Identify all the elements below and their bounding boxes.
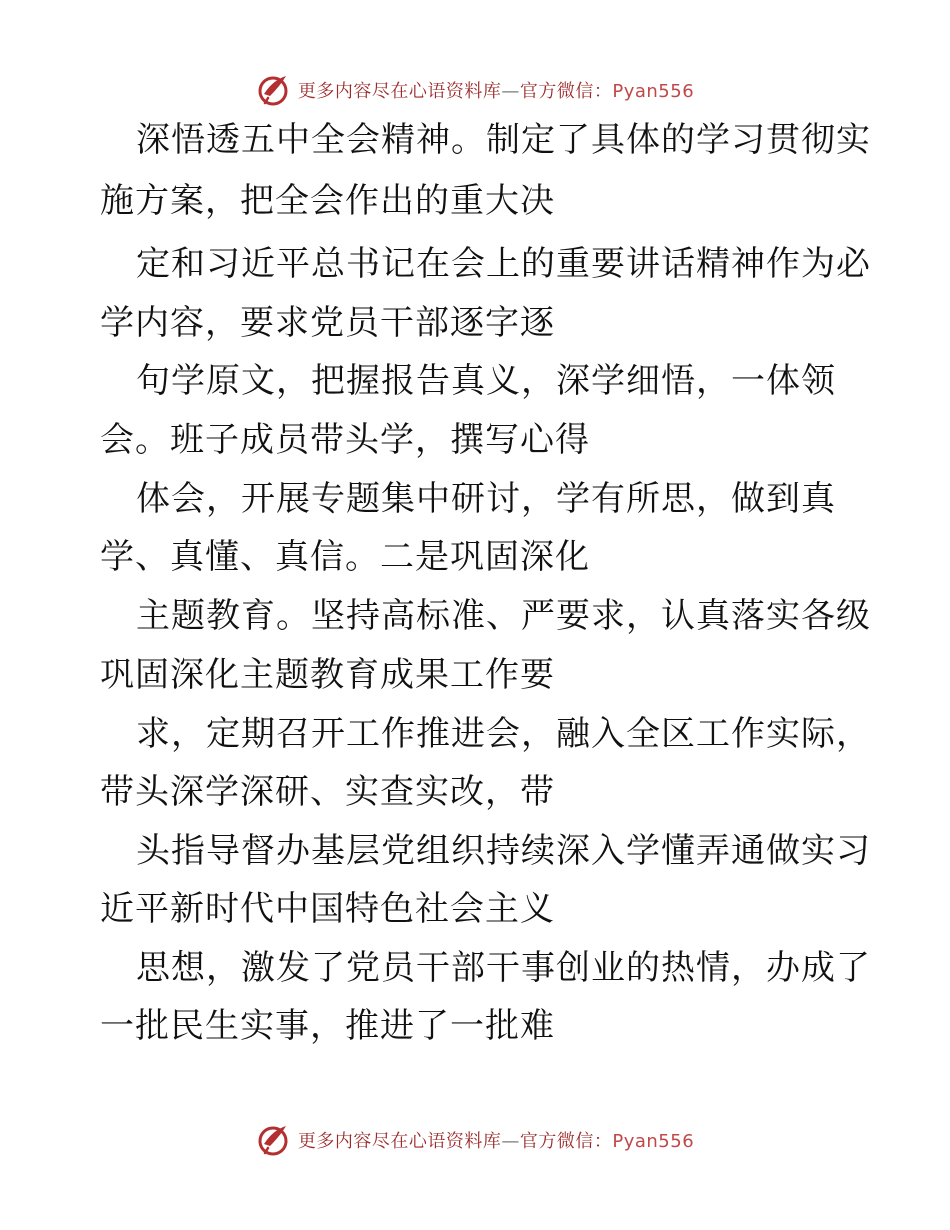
text-line: 学、真懂、真信。二是巩固深化: [100, 537, 590, 577]
watermark-dash: —: [501, 1131, 520, 1152]
text-line: 体会，开展专题集中研讨，学有所思，做到真: [136, 479, 836, 519]
text-line: 一批民生实事，推进了一批难: [100, 1006, 555, 1046]
watermark-suffix: 官方微信：: [519, 81, 613, 102]
footer-watermark: [0, 1120, 950, 1160]
text-line: 巩固深化主题教育成果工作要: [100, 655, 555, 695]
watermark-dash: —: [501, 81, 520, 102]
text-line: 句学原文，把握报告真义，深学细悟，一体领: [136, 361, 836, 401]
text-line: 学内容，要求党员干部逐字逐: [100, 303, 555, 343]
quill-seal-icon: [256, 72, 292, 108]
watermark-account: Pyan556: [612, 1131, 695, 1152]
text-line: 近平新时代中国特色社会主义: [100, 889, 555, 929]
watermark-prefix: 更多内容尽在心语资料库: [297, 1131, 502, 1152]
text-line: 定和习近平总书记在会上的重要讲话精神作为必: [136, 244, 871, 284]
watermark-text: [298, 1127, 694, 1153]
header-watermark: [0, 70, 950, 110]
text-line: 会。班子成员带头学，撰写心得: [100, 420, 590, 460]
text-line: 施方案，把全会作出的重大决: [100, 181, 555, 221]
watermark-suffix: 官方微信：: [519, 1131, 613, 1152]
text-line: 思想，激发了党员干部干事创业的热情，办成了: [136, 948, 871, 988]
quill-seal-icon: [256, 1122, 292, 1158]
text-line: 深悟透五中全会精神。制定了具体的学习贯彻实: [136, 120, 871, 160]
watermark-text: [298, 77, 694, 103]
text-line: 带头深学深研、实查实改，带: [100, 772, 555, 812]
watermark-account: Pyan556: [612, 81, 695, 102]
text-line: 主题教育。坚持高标准、严要求，认真落实各级: [136, 596, 871, 636]
text-line: 求，定期召开工作推进会，融入全区工作实际，: [136, 714, 871, 754]
watermark-prefix: 更多内容尽在心语资料库: [297, 81, 502, 102]
text-line: 头指导督办基层党组织持续深入学懂弄通做实习: [136, 831, 871, 871]
